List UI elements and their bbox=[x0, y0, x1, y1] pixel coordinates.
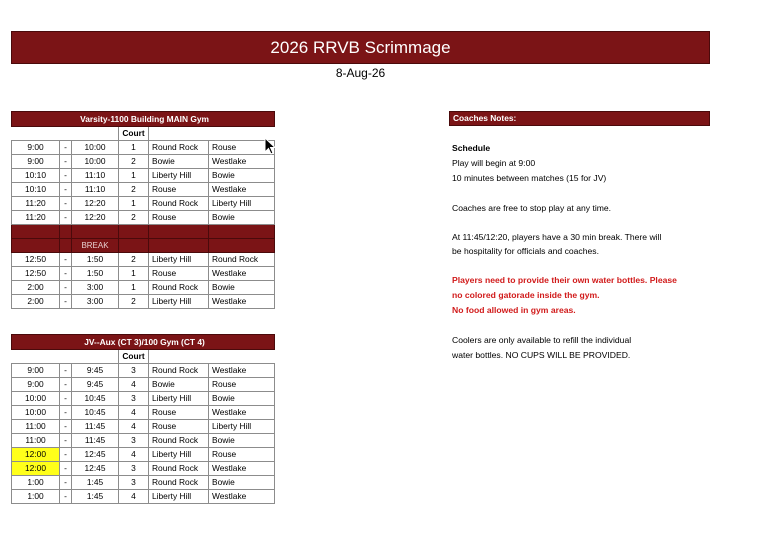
table-row bbox=[12, 490, 275, 504]
end-time-cell: 9:45 bbox=[72, 364, 119, 378]
table-row bbox=[12, 462, 275, 476]
event-date: 8-Aug-26 bbox=[335, 66, 386, 80]
team-two-cell: Westlake bbox=[209, 462, 275, 476]
court-cell: 1 bbox=[119, 169, 149, 183]
varsity-schedule-table bbox=[11, 111, 275, 309]
end-time-cell: 10:00 bbox=[72, 155, 119, 169]
dash-cell: - bbox=[60, 267, 72, 281]
team-one-cell: Round Rock bbox=[149, 364, 209, 378]
team-one-cell: Rouse bbox=[149, 183, 209, 197]
court-cell: 4 bbox=[119, 420, 149, 434]
break-label: BREAK bbox=[72, 239, 119, 253]
notes-line: be hospitality for officials and coaches. bbox=[452, 246, 599, 256]
court-cell: 4 bbox=[119, 448, 149, 462]
blank-cell bbox=[12, 350, 60, 364]
team-two-cell: Bowie bbox=[209, 392, 275, 406]
dash-cell: - bbox=[60, 281, 72, 295]
break-cell bbox=[12, 239, 60, 253]
table-row bbox=[12, 141, 275, 155]
end-time-cell: 11:45 bbox=[72, 434, 119, 448]
court-cell: 2 bbox=[119, 155, 149, 169]
start-time-cell: 11:20 bbox=[12, 211, 60, 225]
dash-cell: - bbox=[60, 406, 72, 420]
notes-line: Coaches are free to stop play at any time. bbox=[452, 203, 612, 213]
start-time-cell: 10:00 bbox=[12, 406, 60, 420]
break-row bbox=[12, 225, 275, 239]
break-cell bbox=[12, 225, 60, 239]
team-one-cell: Round Rock bbox=[149, 281, 209, 295]
court-cell: 3 bbox=[119, 392, 149, 406]
dash-cell: - bbox=[60, 141, 72, 155]
jv-court-label-row bbox=[12, 350, 275, 364]
end-time-cell: 1:45 bbox=[72, 476, 119, 490]
table-row bbox=[12, 197, 275, 211]
court-cell: 1 bbox=[119, 267, 149, 281]
end-time-cell: 11:10 bbox=[72, 183, 119, 197]
start-time-cell: 2:00 bbox=[12, 281, 60, 295]
table-row bbox=[12, 406, 275, 420]
start-time-cell: 9:00 bbox=[12, 155, 60, 169]
team-two-cell: Bowie bbox=[209, 169, 275, 183]
team-two-cell: Bowie bbox=[209, 476, 275, 490]
varsity-header-row bbox=[12, 112, 275, 127]
start-time-cell: 11:20 bbox=[12, 197, 60, 211]
court-cell: 4 bbox=[119, 406, 149, 420]
table-row bbox=[12, 169, 275, 183]
notes-line: water bottles. NO CUPS WILL BE PROVIDED. bbox=[452, 350, 631, 360]
blank-cell bbox=[60, 350, 72, 364]
notes-line: 10 minutes between matches (15 for JV) bbox=[452, 173, 607, 183]
break-cell bbox=[60, 225, 72, 239]
dash-cell: - bbox=[60, 420, 72, 434]
end-time-cell: 10:45 bbox=[72, 406, 119, 420]
court-cell: 4 bbox=[119, 490, 149, 504]
dash-cell: - bbox=[60, 364, 72, 378]
court-cell: 2 bbox=[119, 253, 149, 267]
blank-cell bbox=[149, 350, 209, 364]
table-row bbox=[12, 295, 275, 309]
end-time-cell: 1:50 bbox=[72, 267, 119, 281]
table-row bbox=[12, 378, 275, 392]
end-time-cell: 1:45 bbox=[72, 490, 119, 504]
start-time-cell: 10:10 bbox=[12, 169, 60, 183]
start-time-cell: 9:00 bbox=[12, 141, 60, 155]
end-time-cell: 3:00 bbox=[72, 295, 119, 309]
dash-cell: - bbox=[60, 434, 72, 448]
table-row bbox=[12, 392, 275, 406]
break-cell bbox=[72, 225, 119, 239]
notes-warning-line: Players need to provide their own water bottles. Please bbox=[452, 275, 677, 285]
dash-cell: - bbox=[60, 197, 72, 211]
notes-line: Play will begin at 9:00 bbox=[452, 158, 536, 168]
team-one-cell: Liberty Hill bbox=[149, 490, 209, 504]
table-row bbox=[12, 281, 275, 295]
end-time-cell: 12:20 bbox=[72, 211, 119, 225]
team-one-cell: Round Rock bbox=[149, 462, 209, 476]
table-row bbox=[12, 183, 275, 197]
team-two-cell: Westlake bbox=[209, 183, 275, 197]
court-cell: 1 bbox=[119, 197, 149, 211]
dash-cell: - bbox=[60, 490, 72, 504]
coaches-notes-header: Coaches Notes: bbox=[449, 111, 710, 126]
start-time-cell: 10:00 bbox=[12, 392, 60, 406]
start-time-cell: 9:00 bbox=[12, 364, 60, 378]
blank-cell bbox=[149, 127, 209, 141]
table-row bbox=[12, 448, 275, 462]
team-one-cell: Round Rock bbox=[149, 476, 209, 490]
court-cell: 1 bbox=[119, 141, 149, 155]
table-row bbox=[12, 364, 275, 378]
end-time-cell: 11:45 bbox=[72, 420, 119, 434]
team-two-cell: Westlake bbox=[209, 490, 275, 504]
court-cell: 2 bbox=[119, 295, 149, 309]
team-two-cell: Bowie bbox=[209, 281, 275, 295]
court-column-label: Court bbox=[119, 350, 149, 364]
team-one-cell: Rouse bbox=[149, 267, 209, 281]
start-time-cell: 10:10 bbox=[12, 183, 60, 197]
table-row bbox=[12, 267, 275, 281]
break-cell bbox=[119, 239, 149, 253]
team-one-cell: Round Rock bbox=[149, 434, 209, 448]
team-two-cell: Westlake bbox=[209, 267, 275, 281]
end-time-cell: 12:45 bbox=[72, 448, 119, 462]
court-cell: 2 bbox=[119, 183, 149, 197]
team-one-cell: Round Rock bbox=[149, 197, 209, 211]
table-row bbox=[12, 253, 275, 267]
table-row bbox=[12, 434, 275, 448]
team-one-cell: Liberty Hill bbox=[149, 295, 209, 309]
dash-cell: - bbox=[60, 155, 72, 169]
end-time-cell: 11:10 bbox=[72, 169, 119, 183]
team-one-cell: Rouse bbox=[149, 420, 209, 434]
blank-cell bbox=[72, 127, 119, 141]
end-time-cell: 1:50 bbox=[72, 253, 119, 267]
table-row bbox=[12, 476, 275, 490]
break-cell bbox=[209, 225, 275, 239]
end-time-cell: 9:45 bbox=[72, 378, 119, 392]
jv-header-row bbox=[12, 335, 275, 350]
team-two-cell: Westlake bbox=[209, 406, 275, 420]
team-two-cell: Liberty Hill bbox=[209, 420, 275, 434]
notes-schedule-heading: Schedule bbox=[452, 143, 491, 153]
end-time-cell: 3:00 bbox=[72, 281, 119, 295]
start-time-cell: 2:00 bbox=[12, 295, 60, 309]
team-two-cell: Westlake bbox=[209, 364, 275, 378]
court-cell: 4 bbox=[119, 378, 149, 392]
team-two-cell: Westlake bbox=[209, 295, 275, 309]
table-row bbox=[12, 155, 275, 169]
jv-header: JV--Aux (CT 3)/100 Gym (CT 4) bbox=[12, 335, 275, 350]
team-two-cell: Rouse bbox=[209, 448, 275, 462]
notes-line: At 11:45/12:20, players have a 30 min break. There will bbox=[452, 232, 662, 242]
court-cell: 3 bbox=[119, 476, 149, 490]
blank-cell bbox=[72, 350, 119, 364]
end-time-cell: 12:20 bbox=[72, 197, 119, 211]
team-one-cell: Liberty Hill bbox=[149, 169, 209, 183]
dash-cell: - bbox=[60, 378, 72, 392]
sheet-title: 2026 RRVB Scrimmage bbox=[11, 31, 710, 64]
team-one-cell: Liberty Hill bbox=[149, 448, 209, 462]
mouse-cursor-icon bbox=[264, 137, 276, 157]
court-cell: 3 bbox=[119, 434, 149, 448]
end-time-cell: 12:45 bbox=[72, 462, 119, 476]
blank-cell bbox=[209, 350, 275, 364]
varsity-header: Varsity-1100 Building MAIN Gym bbox=[12, 112, 275, 127]
start-time-cell: 12:50 bbox=[12, 253, 60, 267]
team-two-cell: Bowie bbox=[209, 434, 275, 448]
dash-cell: - bbox=[60, 253, 72, 267]
break-cell bbox=[60, 239, 72, 253]
start-time-cell: 11:00 bbox=[12, 420, 60, 434]
table-row bbox=[12, 211, 275, 225]
dash-cell: - bbox=[60, 476, 72, 490]
team-two-cell: Westlake bbox=[209, 155, 275, 169]
dash-cell: - bbox=[60, 462, 72, 476]
team-two-cell: Rouse bbox=[209, 378, 275, 392]
start-time-cell: 1:00 bbox=[12, 490, 60, 504]
start-time-cell: 1:00 bbox=[12, 476, 60, 490]
end-time-cell: 10:00 bbox=[72, 141, 119, 155]
break-row bbox=[12, 239, 275, 253]
dash-cell: - bbox=[60, 211, 72, 225]
notes-warning-line: No food allowed in gym areas. bbox=[452, 305, 576, 315]
jv-schedule-table bbox=[11, 334, 275, 504]
court-cell: 3 bbox=[119, 462, 149, 476]
dash-cell: - bbox=[60, 169, 72, 183]
court-cell: 3 bbox=[119, 364, 149, 378]
team-two-cell: Liberty Hill bbox=[209, 197, 275, 211]
dash-cell: - bbox=[60, 448, 72, 462]
start-time-cell: 12:00 bbox=[12, 448, 60, 462]
varsity-court-label-row bbox=[12, 127, 275, 141]
break-cell bbox=[209, 239, 275, 253]
team-one-cell: Bowie bbox=[149, 378, 209, 392]
blank-cell bbox=[12, 127, 60, 141]
team-two-cell: Round Rock bbox=[209, 253, 275, 267]
start-time-cell: 12:50 bbox=[12, 267, 60, 281]
dash-cell: - bbox=[60, 392, 72, 406]
team-one-cell: Bowie bbox=[149, 155, 209, 169]
blank-cell bbox=[60, 127, 72, 141]
court-cell: 1 bbox=[119, 281, 149, 295]
team-two-cell: Rouse bbox=[209, 141, 275, 155]
dash-cell: - bbox=[60, 183, 72, 197]
team-two-cell: Bowie bbox=[209, 211, 275, 225]
start-time-cell: 12:00 bbox=[12, 462, 60, 476]
start-time-cell: 9:00 bbox=[12, 378, 60, 392]
notes-warning-line: no colored gatorade inside the gym. bbox=[452, 290, 600, 300]
team-one-cell: Round Rock bbox=[149, 141, 209, 155]
team-one-cell: Rouse bbox=[149, 406, 209, 420]
break-cell bbox=[149, 225, 209, 239]
notes-line: Coolers are only available to refill the individual bbox=[452, 335, 632, 345]
court-cell: 2 bbox=[119, 211, 149, 225]
table-row bbox=[12, 420, 275, 434]
team-one-cell: Rouse bbox=[149, 211, 209, 225]
end-time-cell: 10:45 bbox=[72, 392, 119, 406]
start-time-cell: 11:00 bbox=[12, 434, 60, 448]
dash-cell: - bbox=[60, 295, 72, 309]
court-column-label: Court bbox=[119, 127, 149, 141]
team-one-cell: Liberty Hill bbox=[149, 253, 209, 267]
break-cell bbox=[119, 225, 149, 239]
team-one-cell: Liberty Hill bbox=[149, 392, 209, 406]
break-cell bbox=[149, 239, 209, 253]
